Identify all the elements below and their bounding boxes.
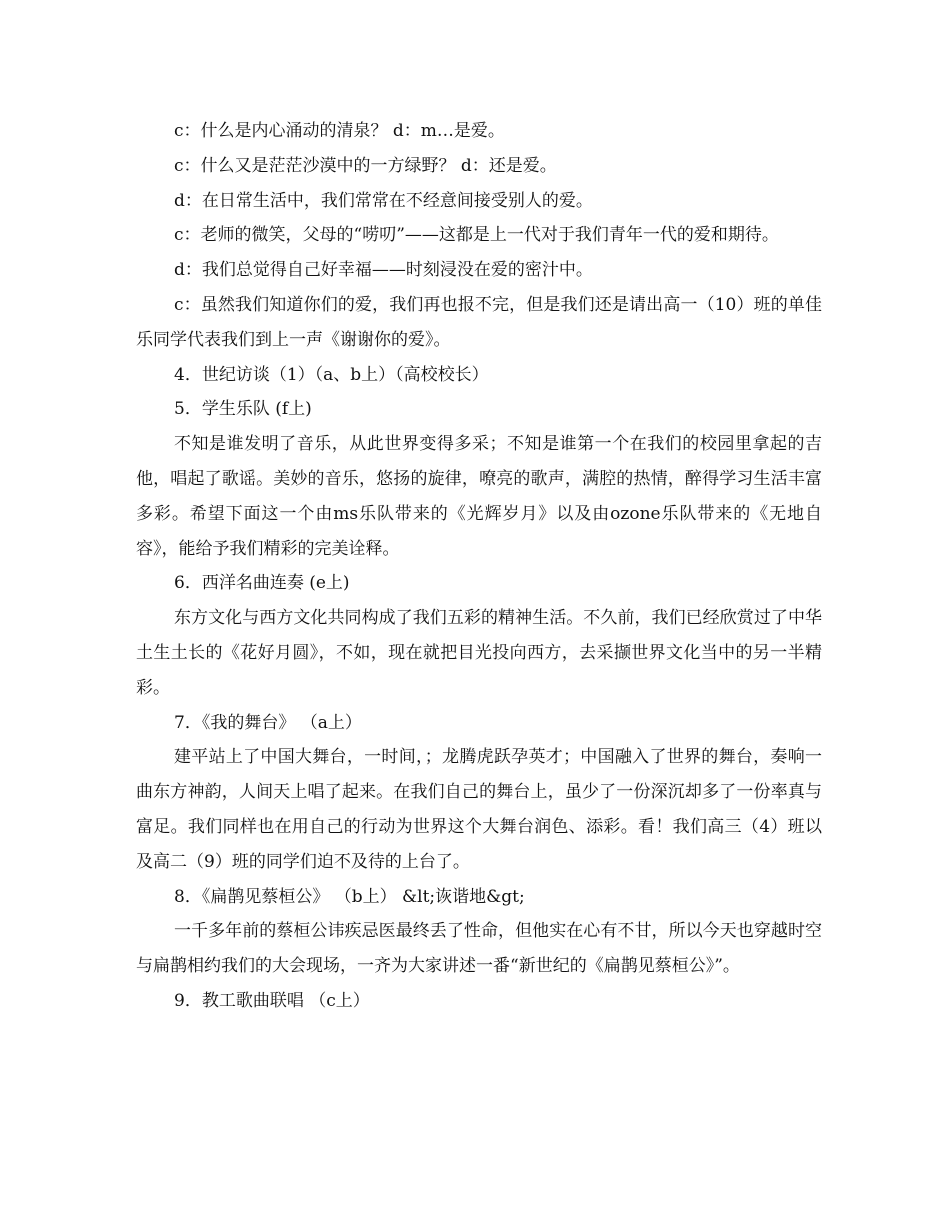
program-paragraph: 建平站上了中国大舞台，一时间，；龙腾虎跃孕英才；中国融入了世界的舞台，奏响一曲东方神韵，人间天上唱了起来。在我们自己的舞台上，虽少了一份深沉却多了一份率真与富足。我们同样也在用自己的行动为世界这个大舞台润色、添彩。看！我们高三（4）班以及高二（9）班的同学们迫不及待的上台了。 <box>136 747 822 872</box>
program-paragraph: 不知是谁发明了音乐，从此世界变得多采；不知是谁第一个在我们的校园里拿起的吉他，唱起了歌谣。美妙的音乐，悠扬的旋律，嘹亮的歌声，满腔的热情，醉得学习生活丰富多彩。希望下面这一个由ms乐队带来的《光辉岁月》以及由ozone乐队带来的《无地自容》，能给予我们精彩的完美诠释。 <box>136 434 822 559</box>
document-body <box>136 114 822 1019</box>
dialogue-line: d：在日常生活中，我们常常在不经意间接受别人的爱。 <box>174 190 593 211</box>
dialogue-line: c：老师的微笑，父母的“唠叨”——这都是上一代对于我们青年一代的爱和期待。 <box>174 225 779 246</box>
dialogue-line: c：什么又是茫茫沙漠中的一方绿野？ d：还是爱。 <box>174 155 557 176</box>
program-heading: 5．学生乐队 (f上) <box>174 399 312 420</box>
program-paragraph: 一千多年前的蔡桓公讳疾忌医最终丢了性命，但他实在心有不甘，所以今天也穿越时空与扁鹊相约我们的大会现场，一齐为大家讲述一番“新世纪的《扁鹊见蔡桓公》”。 <box>136 921 822 977</box>
program-heading: 7．《我的舞台》 （a上） <box>174 712 362 733</box>
program-heading: 4．世纪访谈（1）（a、b上）（高校校长） <box>174 364 489 385</box>
dialogue-line: c：什么是内心涌动的清泉？ d：m…是爱。 <box>174 121 505 141</box>
program-heading: 8．《扁鹊见蔡桓公》 （b上） &lt;诙谐地&gt; <box>174 886 525 907</box>
program-paragraph: 东方文化与西方文化共同构成了我们五彩的精神生活。不久前，我们已经欣赏过了中华土生土长的《花好月圆》，不如，现在就把目光投向西方，去采撷世界文化当中的另一半精彩。 <box>136 608 822 698</box>
dialogue-line: d：我们总觉得自己好幸福——时刻浸没在爱的密汁中。 <box>174 260 593 281</box>
dialogue-line: c：虽然我们知道你们的爱，我们再也报不完，但是我们还是请出高一（10）班的单佳乐同学代表我们到上一声《谢谢你的爱》。 <box>136 294 822 350</box>
program-heading: 6．西洋名曲连奏 (e上) <box>174 573 350 594</box>
program-heading: 9．教工歌曲联唱 （c上） <box>174 990 370 1011</box>
